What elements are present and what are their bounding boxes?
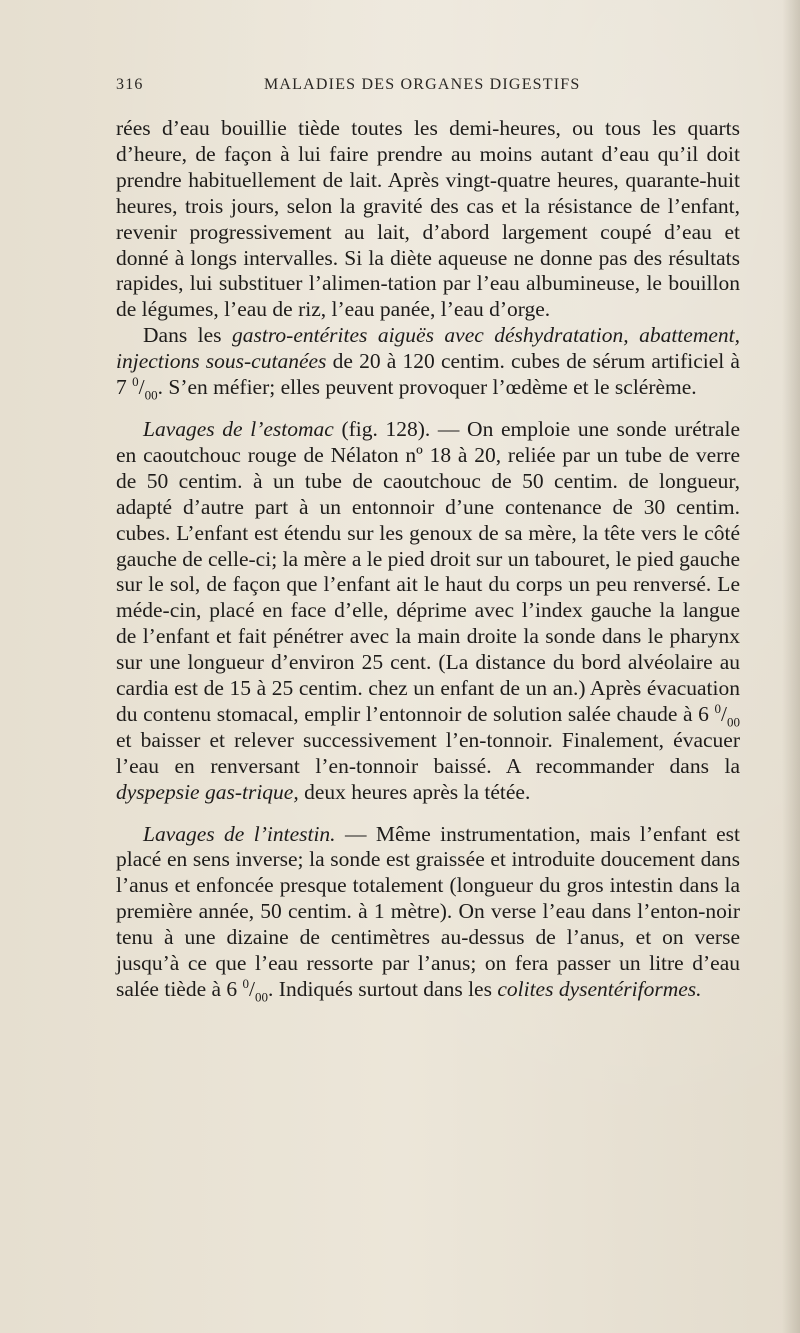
paragraph-text: et baisser et relever successivement l’en-tonnoir. Finalement, évacuer l’eau en renversant l’en-tonnoir baissé. A recommander dans la xyxy=(116,727,740,778)
paragraph-text: — Même instrumentation, mais l’enfant est placé en sens inverse; la sonde est graissée et introduite doucement dans l’anus et enfoncée presque totalement (longueur du gros intestin dans la première année, 50 centim. à 1 mètre). On verse l’eau dans l’enton-noir tenu à une dizaine de centimètres au-dessus de l’anus, et on verse jusqu’à ce que l’eau ressorte par l’anus; on fera passer un litre d’eau salée tiède à 6 xyxy=(116,821,740,1001)
per-mille-slash: / xyxy=(249,977,256,1001)
paragraph-text: deux heures après la tétée. xyxy=(298,779,531,804)
per-mille-sup: 0 xyxy=(132,373,139,389)
per-mille-sup: 0 xyxy=(714,700,722,716)
section-heading-italic: Lavages de l’intestin. xyxy=(143,821,336,846)
paragraph-text: . S’en méfier; elles peuvent provoquer l’œdème et le sclérème. xyxy=(157,375,697,400)
italic-term: gastro-entérites aiguës avec déshydratation, abattement, injections sous-cutanées xyxy=(116,323,740,374)
page-number: 316 xyxy=(116,76,144,93)
per-mille-slash: / xyxy=(138,375,145,400)
per-mille-sup: 0 xyxy=(242,975,250,991)
section-heading-italic: Lavages de l’estomac xyxy=(143,416,334,441)
paragraph-text: de 20 à 120 centim. cubes de sérum artificiel à 7 xyxy=(116,349,740,400)
paragraph-lavages-intestin xyxy=(116,822,740,1003)
page-edge-shadow xyxy=(782,0,800,1333)
paragraph-gastro-enterites xyxy=(116,323,740,401)
per-mille-sub: 00 xyxy=(727,714,740,730)
running-title: MALADIES DES ORGANES DIGESTIFS xyxy=(264,76,581,93)
body-text xyxy=(116,116,740,1003)
italic-term: dyspepsie gas-trique, xyxy=(116,779,299,804)
paragraph-text: rées d’eau bouillie tiède toutes les demi-heures, ou tous les quarts d’heure, de façon à lui faire prendre au moins autant d’eau qu’il doit prendre habituellement de lait. Après vingt-quatre heures, quarante-huit heures, trois jours, selon la gravité des cas et la résistance de l’enfant, revenir progressivement au lait, d’abord largement coupé d’eau et donné à longs intervalles. Si la diète aqueuse ne donne pas des résultats rapides, lui substituer l’alimen-tation par l’eau albumineuse, le bouillon de légumes, l’eau de riz, l’eau panée, l’eau d’orge. xyxy=(116,116,740,322)
per-mille-sub: 00 xyxy=(255,989,269,1005)
paragraph-text: (fig. 128). — On emploie une sonde urétrale en caoutchouc rouge de Nélaton nº 18 à 20, reliée par un tube de verre de 50 centim. à un tube de caoutchouc de 50 centim. de longueur, adapté d’autre part à un entonnoir d’une contenance de 30 centim. cubes. L’enfant est étendu sur les genoux de sa mère, la tête vers le côté gauche de celle-ci; la mère a le pied droit sur un tabouret, le pied gauche sur le sol, de façon que l’enfant ait le haut du corps un peu renversé. Le méde-cin, placé en face d’elle, déprime avec l’index gauche la langue de l’enfant et fait pénétrer avec la main droite la sonde dans le pharynx sur une longueur d’environ 25 cent. (La distance du bord alvéolaire au cardia est de 15 à 25 centim. chez un enfant de un an.) Après évacuation du contenu stomacal, emplir l’entonnoir de solution salée chaude à 6 xyxy=(116,416,740,726)
running-header xyxy=(116,76,740,98)
paragraph-text: Dans les xyxy=(143,323,232,348)
italic-term: colites dysentériformes. xyxy=(497,977,702,1001)
per-mille-slash: / xyxy=(721,701,727,726)
paragraph-lavages-estomac xyxy=(116,417,740,806)
per-mille-sub: 00 xyxy=(144,387,158,403)
paragraph-diete-aqueuse xyxy=(116,116,740,323)
paragraph-text: . Indiqués surtout dans les xyxy=(268,977,498,1001)
